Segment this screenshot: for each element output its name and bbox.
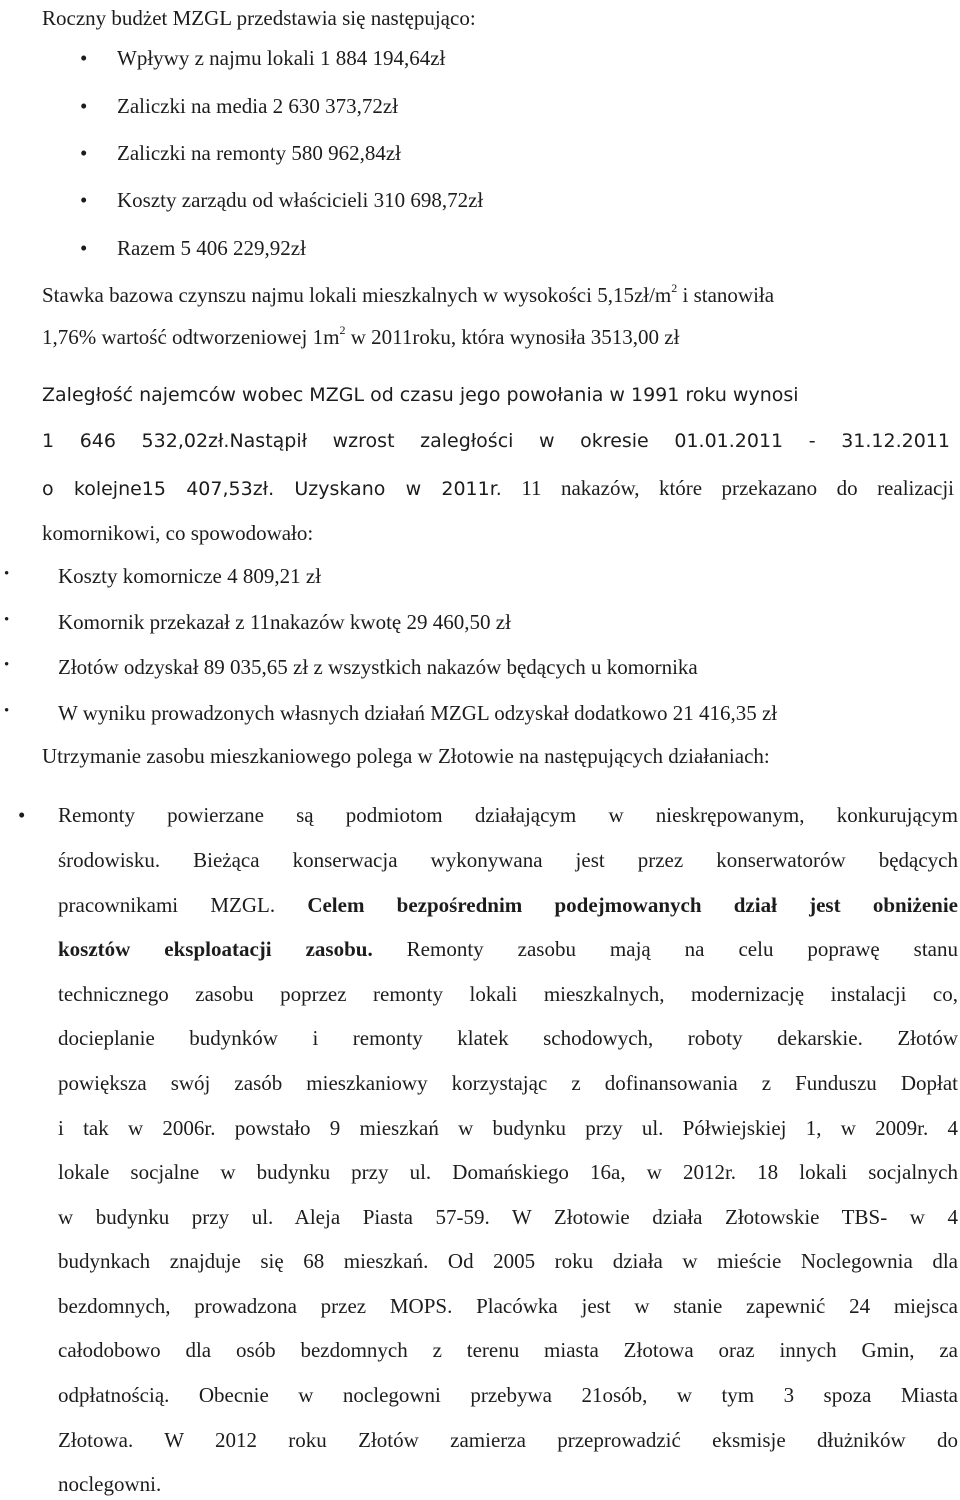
arrears-line-1: Zaległość najemców wobec MZGL od czasu jego powołania w 1991 roku wynosi bbox=[42, 384, 799, 406]
paragraph-line bbox=[58, 937, 958, 962]
paragraph-emphasis: Celem bezpośrednim podejmowanych dział jest obniżenie bbox=[275, 893, 958, 917]
bullet-dot-icon: • bbox=[80, 236, 88, 260]
paragraph-line: budynkach znajduje się 68 mieszkań. Od 2005 roku działa w mieście Noclegownia dla bbox=[58, 1249, 958, 1273]
bullet-dot-icon: • bbox=[4, 566, 10, 582]
maintenance-heading: Utrzymanie zasobu mieszkaniowego polega w Złotowie na następujących działaniach: bbox=[42, 744, 770, 768]
bullet-dot-icon: • bbox=[18, 803, 26, 827]
list-item: Wpływy z najmu lokali 1 884 194,64zł bbox=[117, 46, 446, 70]
paragraph-line: środowisku. Bieżąca konserwacja wykonywana jest przez konserwatorów będących bbox=[58, 848, 958, 872]
rate-text: Stawka bazowa czynszu najmu lokali mieszkalnych w wysokości 5,15zł/m bbox=[42, 283, 672, 307]
paragraph-line: w budynku przy ul. Aleja Piasta 57-59. W Złotowie działa Złotowskie TBS- w 4 bbox=[58, 1205, 958, 1229]
rate-text: w 2011roku, która wynosiła 3513,00 zł bbox=[345, 325, 680, 349]
arrears-line-2: 1 646 532,02zł.Nastąpił wzrost zaległości w okresie 01.01.2011 - 31.12.2011 bbox=[42, 430, 950, 452]
bullet-dot-icon: • bbox=[80, 46, 88, 70]
list-item: Złotów odzyskał 89 035,65 zł z wszystkich nakazów będących u komornika bbox=[58, 655, 698, 679]
paragraph-line: noclegowni. bbox=[58, 1472, 162, 1496]
paragraph-text: Remonty zasobu mają na celu poprawę stanu bbox=[372, 937, 959, 961]
list-item: W wyniku prowadzonych własnych działań MZGL odzyskał dodatkowo 21 416,35 zł bbox=[58, 701, 778, 725]
list-item: Razem 5 406 229,92zł bbox=[117, 236, 306, 260]
paragraph-text: pracownikami MZGL. bbox=[58, 893, 276, 917]
arrears-line-4: komornikowi, co spowodowało: bbox=[42, 521, 314, 545]
list-item: Komornik przekazał z 11nakazów kwotę 29 460,50 zł bbox=[58, 610, 511, 634]
bullet-dot-icon: • bbox=[4, 612, 10, 628]
bullet-dot-icon: • bbox=[80, 188, 88, 212]
paragraph-line: lokale socjalne w budynku przy ul. Domańskiego 16a, w 2012r. 18 lokali socjalnych bbox=[58, 1160, 958, 1184]
paragraph-line: technicznego zasobu poprzez remonty lokali mieszkalnych, modernizację instalacji co, bbox=[58, 982, 958, 1006]
paragraph-line: i tak w 2006r. powstało 9 mieszkań w budynku przy ul. Półwiejskiej 1, w 2009r. 4 bbox=[58, 1116, 958, 1140]
list-item: Koszty zarządu od właścicieli 310 698,72zł bbox=[117, 188, 484, 212]
paragraph-line: bezdomnych, prowadzona przez MOPS. Placówka jest w stanie zapewnić 24 miejsca bbox=[58, 1294, 958, 1318]
budget-heading: Roczny budżet MZGL przedstawia się następująco: bbox=[42, 6, 476, 30]
paragraph-line: całodobowo dla osób bezdomnych z terenu miasta Złotowa oraz innych Gmin, za bbox=[58, 1338, 958, 1362]
rate-text: i stanowiła bbox=[677, 283, 775, 307]
paragraph-line: odpłatnością. Obecnie w noclegowni przebywa 21osób, w tym 3 spoza Miasta bbox=[58, 1383, 958, 1407]
superscript: 2 bbox=[339, 323, 346, 337]
paragraph-line: powiększa swój zasób mieszkaniowy korzystając z dofinansowania z Funduszu Dopłat bbox=[58, 1071, 958, 1095]
paragraph-emphasis: kosztów eksploatacji zasobu. bbox=[58, 937, 373, 961]
arrears-line-3 bbox=[42, 476, 954, 501]
rate-line-1 bbox=[42, 283, 774, 308]
paragraph-line: Złotowa. W 2012 roku Złotów zamierza przeprowadzić eksmisje dłużników do bbox=[58, 1428, 958, 1452]
rate-text: 1,76% wartość odtworzeniowej 1m bbox=[42, 325, 340, 349]
rate-line-2 bbox=[42, 325, 679, 350]
superscript: 2 bbox=[671, 281, 678, 295]
list-item: Zaliczki na media 2 630 373,72zł bbox=[117, 94, 399, 118]
paragraph-line bbox=[58, 893, 958, 918]
arrears-text: o kolejne15 407,53zł. Uzyskano w 2011r. bbox=[42, 478, 502, 500]
paragraph-line: docieplanie budynków i remonty klatek schodowych, roboty dekarskie. Złotów bbox=[58, 1026, 958, 1050]
list-item: Koszty komornicze 4 809,21 zł bbox=[58, 564, 322, 588]
bullet-dot-icon: • bbox=[80, 94, 88, 118]
list-item: Zaliczki na remonty 580 962,84zł bbox=[117, 141, 402, 165]
bullet-dot-icon: • bbox=[4, 657, 10, 673]
bullet-dot-icon: • bbox=[80, 141, 88, 165]
bullet-dot-icon: • bbox=[4, 703, 10, 719]
arrears-text: 11 nakazów, które przekazano do realizacji bbox=[501, 476, 955, 500]
paragraph-line: Remonty powierzane są podmiotom działającym w nieskrępowanym, konkurującym bbox=[58, 803, 958, 827]
